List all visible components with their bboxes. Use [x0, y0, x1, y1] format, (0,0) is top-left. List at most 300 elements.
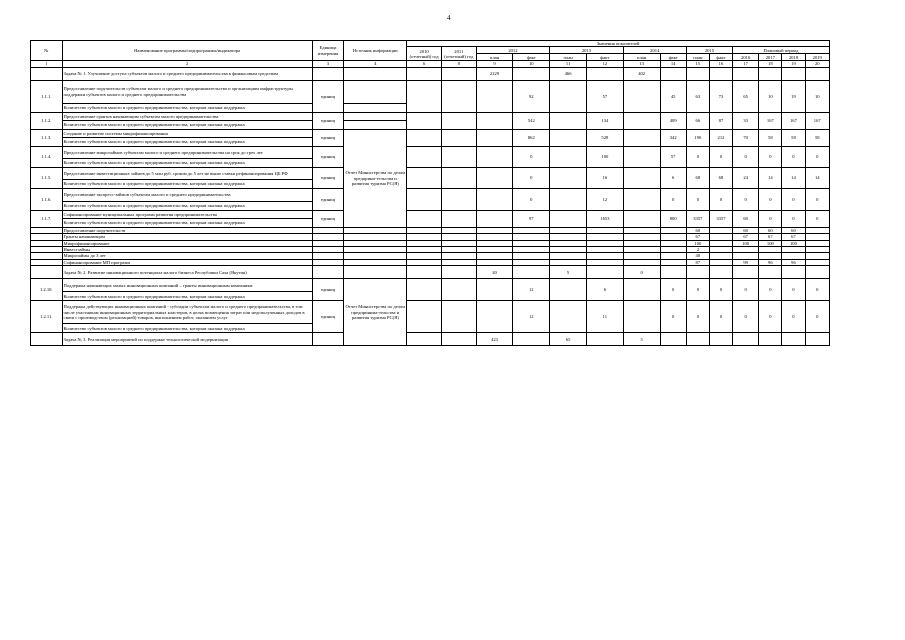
value-cell: [660, 266, 686, 279]
value-cell: [623, 167, 660, 188]
value-cell: 66: [686, 112, 709, 129]
row-source: [344, 120, 407, 129]
table-row: [31, 167, 830, 179]
value-cell: 0: [623, 266, 660, 279]
column-index: 9: [476, 61, 513, 67]
value-cell: 67: [733, 234, 759, 240]
row-number: [31, 333, 63, 346]
row-name: Поддержка начинающих малых инновационных компаний – гранты инновационным компаниям: [62, 279, 312, 292]
row-number: 1.2.11.: [31, 301, 63, 333]
value-cell: [407, 80, 442, 112]
row-unit: единиц: [312, 301, 344, 333]
table-row: [31, 301, 830, 324]
value-cell: [782, 266, 805, 279]
value-cell: 5: [623, 333, 660, 346]
value-cell: [441, 279, 476, 301]
value-cell: [660, 333, 686, 346]
value-cell: [623, 210, 660, 227]
row-unit: единиц: [312, 167, 344, 188]
value-cell: 60: [686, 227, 709, 233]
value-cell: 100: [686, 240, 709, 246]
value-cell: 40: [686, 253, 709, 259]
value-cell: [441, 188, 476, 210]
value-cell: 212: [709, 129, 732, 146]
column-index: 13: [623, 61, 660, 67]
row-name: Софинансирование МП программ: [62, 259, 312, 265]
value-cell: 0: [660, 188, 686, 210]
row-name: Предоставление поручительств: [62, 227, 312, 233]
column-index: 8: [441, 61, 476, 67]
column-index: 6: [407, 61, 442, 67]
value-cell: [407, 146, 442, 167]
row-number: 1.1.6.: [31, 188, 63, 210]
value-cell: 68: [709, 167, 732, 188]
subheader-plan-2: план: [550, 54, 587, 61]
value-cell: 542: [513, 112, 550, 129]
value-cell: 342: [660, 129, 686, 146]
row-name: Количество субъектов малого и среднего предпринимательства, которым оказана поддержка: [62, 120, 312, 129]
column-index: 19: [782, 61, 805, 67]
value-cell: [782, 333, 805, 346]
value-cell: 19: [782, 80, 805, 112]
row-number: 1.2.10.: [31, 279, 63, 301]
value-cell: 58: [782, 129, 805, 146]
value-cell: 12: [586, 188, 623, 210]
value-cell: [441, 301, 476, 333]
row-source: [344, 112, 407, 120]
value-cell: 402: [623, 67, 660, 80]
value-cell: [733, 67, 759, 80]
value-cell: 2: [686, 247, 709, 253]
row-name: Гранты начинающим: [62, 234, 312, 240]
row-name: Количество субъектов малого и среднего предпринимательства, которым оказана поддержка: [62, 103, 312, 112]
value-cell: [709, 67, 732, 80]
value-cell: [441, 167, 476, 188]
value-cell: [623, 188, 660, 210]
value-cell: 0: [660, 279, 686, 301]
value-cell: 167: [805, 112, 830, 129]
value-cell: 3357: [709, 210, 732, 227]
value-cell: [550, 146, 587, 167]
value-cell: [733, 333, 759, 346]
row-name: Микрозаймы до 3 лет: [62, 253, 312, 259]
table-row: [31, 333, 830, 346]
row-number: 1.1.2.: [31, 112, 63, 129]
value-cell: 65: [733, 80, 759, 112]
value-cell: 0: [686, 188, 709, 210]
value-cell: 0: [782, 146, 805, 167]
value-cell: 0: [759, 210, 782, 227]
value-cell: 97: [513, 210, 550, 227]
row-unit: единиц: [312, 279, 344, 301]
value-cell: 99: [733, 259, 759, 265]
value-cell: 0: [782, 279, 805, 301]
row-number: [31, 67, 63, 80]
value-cell: [805, 67, 830, 80]
value-cell: 10: [805, 80, 830, 112]
value-cell: 0: [733, 146, 759, 167]
table-row: [31, 188, 830, 201]
value-cell: 409: [660, 112, 686, 129]
value-cell: [686, 266, 709, 279]
row-unit: единиц: [312, 129, 344, 146]
row-name: Предоставление поручительств субъектам малого и среднего предпринимательства и организациям инфраструктуры поддержки субъектов малого и среднего предпринимательства: [62, 80, 312, 103]
value-cell: [550, 167, 587, 188]
column-index: 2: [62, 61, 312, 67]
value-cell: 0: [805, 279, 830, 301]
value-cell: [476, 279, 513, 301]
value-cell: [441, 80, 476, 112]
row-name: Предоставление грантов начинающим субъектам малого предпринимательства: [62, 112, 312, 120]
header-num: №: [31, 41, 63, 61]
row-number: 1.1.1.: [31, 80, 63, 112]
row-name: Создание и развитие системы микрофинансирования: [62, 129, 312, 137]
row-name: Количество субъектов малого и среднего предпринимательства, которым оказана поддержка: [62, 201, 312, 210]
value-cell: [513, 67, 550, 80]
value-cell: [476, 301, 513, 333]
value-cell: 45: [660, 80, 686, 112]
value-cell: 0: [513, 146, 550, 167]
value-cell: 190: [686, 129, 709, 146]
value-cell: 100: [759, 240, 782, 246]
value-cell: [623, 146, 660, 167]
subheader-fact-3: факт: [586, 54, 623, 61]
value-cell: 14: [805, 167, 830, 188]
value-cell: 0: [805, 301, 830, 333]
header-values: Значения показателей: [407, 41, 830, 47]
indicators-table: [30, 40, 830, 346]
value-cell: [550, 129, 587, 146]
value-cell: 10: [759, 80, 782, 112]
value-cell: [759, 266, 782, 279]
value-cell: 3357: [686, 210, 709, 227]
value-cell: 57: [660, 146, 686, 167]
value-cell: 0: [733, 279, 759, 301]
value-cell: 528: [586, 129, 623, 146]
column-index: 3: [312, 61, 344, 67]
value-cell: 5: [550, 266, 587, 279]
column-index: 18: [759, 61, 782, 67]
value-cell: [476, 80, 513, 112]
value-cell: 862: [513, 129, 550, 146]
subheader-y2019-11: 2019: [805, 54, 830, 61]
header-y2013: 2013: [550, 47, 624, 54]
value-cell: [476, 167, 513, 188]
value-cell: [476, 188, 513, 210]
header-y2015: 2015: [686, 47, 732, 54]
subheader-plan-4: план: [623, 54, 660, 61]
row-number: 1.1.4.: [31, 146, 63, 167]
value-cell: [441, 112, 476, 129]
value-cell: [805, 266, 830, 279]
value-cell: [623, 129, 660, 146]
column-index: 4: [344, 61, 407, 67]
value-cell: [407, 210, 442, 227]
value-cell: 0: [805, 188, 830, 210]
value-cell: [441, 266, 476, 279]
row-unit: [312, 333, 344, 346]
row-name: Задача № 3. Реализация мероприятий по поддержке технологической модернизации: [62, 333, 312, 346]
value-cell: 0: [660, 301, 686, 333]
row-name: Задача № 1. Улучшение доступа субъектов малого и среднего предпринимательства к финансовым средствам: [62, 67, 312, 80]
value-cell: 167: [782, 112, 805, 129]
value-cell: 0: [709, 301, 732, 333]
row-name: Количество субъектов малого и среднего предпринимательства, которым оказана поддержка: [62, 292, 312, 301]
subheader-fact-7: факт: [709, 54, 732, 61]
value-cell: 60: [733, 210, 759, 227]
column-index: 12: [586, 61, 623, 67]
header-unit: Единица измерения: [312, 41, 344, 61]
row-number: 1.1.7.: [31, 210, 63, 227]
value-cell: [550, 80, 587, 112]
value-cell: 14: [782, 167, 805, 188]
value-cell: 24: [733, 167, 759, 188]
header-y2014: 2014: [623, 47, 686, 54]
value-cell: [550, 301, 587, 333]
value-cell: [550, 188, 587, 210]
subheader-plan-6: план: [686, 54, 709, 61]
value-cell: [733, 266, 759, 279]
value-cell: 67: [759, 234, 782, 240]
value-cell: [441, 146, 476, 167]
row-name: Предоставление микрозаймов субъектам малого и среднего предпринимательства на срок до трех лет: [62, 146, 312, 158]
value-cell: 58: [805, 129, 830, 146]
value-cell: 0: [759, 301, 782, 333]
value-cell: 70: [733, 129, 759, 146]
value-cell: 100: [586, 146, 623, 167]
value-cell: 0: [709, 146, 732, 167]
page-number: 4: [447, 14, 451, 22]
value-cell: 63: [686, 80, 709, 112]
row-source: Отчет Министерства по делам предпринима-тельства и развития туризма РС(Я): [344, 279, 407, 346]
table-row: [31, 210, 830, 218]
value-cell: [623, 80, 660, 112]
row-name: Количество субъектов малого и среднего предпринимательства, которым оказана поддержка: [62, 218, 312, 227]
value-cell: 0: [709, 279, 732, 301]
value-cell: 167: [759, 112, 782, 129]
value-cell: 0: [733, 188, 759, 210]
row-source: Отчет Министерства по делам предприни-тельства и развития туризма РС(Я): [344, 129, 407, 227]
value-cell: [550, 279, 587, 301]
subheader-fact-1: факт: [513, 54, 550, 61]
value-cell: [441, 67, 476, 80]
value-cell: [623, 112, 660, 129]
value-cell: [407, 112, 442, 129]
value-cell: 60: [733, 227, 759, 233]
value-cell: 423: [476, 333, 513, 346]
row-unit: единиц: [312, 80, 344, 112]
row-source: [344, 103, 407, 112]
value-cell: [407, 333, 442, 346]
header-y2012: 2012: [476, 47, 550, 54]
row-number: [31, 266, 63, 279]
value-cell: [513, 266, 550, 279]
row-name: Предоставление инвестиционных займов до 5 млн руб. сроком до 5 лет не выше ставки рефинансирования ЦБ РФ: [62, 167, 312, 179]
row-name: Задача № 2. Развитие инновационного потенциала малого бизнеса Республики Саха (Якутия): [62, 266, 312, 279]
value-cell: 11: [586, 301, 623, 333]
row-number: 1.1.5.: [31, 167, 63, 188]
row-source: [344, 67, 407, 80]
header-source: Источник информации: [344, 41, 407, 61]
value-cell: [550, 112, 587, 129]
header-y2011: 2011 (отчетный) год: [441, 47, 476, 61]
column-index: 20: [805, 61, 830, 67]
subheader-y2016-8: 2016: [733, 54, 759, 61]
value-cell: 0: [759, 146, 782, 167]
value-cell: [623, 301, 660, 333]
row-name: Количество субъектов малого и среднего предпринимательства, которым оказана поддержка: [62, 137, 312, 146]
value-cell: [476, 112, 513, 129]
value-cell: 57: [586, 80, 623, 112]
value-cell: [759, 333, 782, 346]
row-unit: единиц: [312, 146, 344, 167]
value-cell: 60: [782, 227, 805, 233]
row-name: Количество субъектов малого и среднего предпринимательства, которым оказана поддержка: [62, 324, 312, 333]
value-cell: 0: [782, 210, 805, 227]
value-cell: [407, 279, 442, 301]
header-plan-period: Плановый период: [733, 47, 830, 54]
subheader-y2017-9: 2017: [759, 54, 782, 61]
value-cell: [709, 333, 732, 346]
subheader-y2018-10: 2018: [782, 54, 805, 61]
value-cell: 1653: [586, 210, 623, 227]
row-unit: единиц: [312, 188, 344, 210]
value-cell: 0: [686, 146, 709, 167]
value-cell: [407, 67, 442, 80]
value-cell: 0: [759, 279, 782, 301]
value-cell: 87: [686, 259, 709, 265]
row-unit: [312, 67, 344, 80]
value-cell: 100: [782, 240, 805, 246]
value-cell: 87: [709, 112, 732, 129]
value-cell: [686, 67, 709, 80]
value-cell: [441, 129, 476, 146]
column-index: 1: [31, 61, 63, 67]
value-cell: [407, 167, 442, 188]
value-cell: [586, 333, 623, 346]
value-cell: [550, 210, 587, 227]
value-cell: 68: [686, 167, 709, 188]
value-cell: [407, 188, 442, 210]
value-cell: [586, 67, 623, 80]
value-cell: [476, 146, 513, 167]
row-name: Количество субъектов малого и среднего предпринимательства, которым оказана поддержка: [62, 158, 312, 167]
row-unit: единиц: [312, 112, 344, 129]
value-cell: [782, 67, 805, 80]
value-cell: 6: [660, 167, 686, 188]
table-row: [31, 67, 830, 80]
table-row: [31, 266, 830, 279]
row-source: [344, 266, 407, 279]
header-name: Наименование программы/подпрограммы/индикатора: [62, 41, 312, 61]
value-cell: 92: [513, 80, 550, 112]
row-name: Количество субъектов малого и среднего предпринимательства, которым оказана поддержка: [62, 179, 312, 188]
value-cell: 134: [586, 112, 623, 129]
column-index: 16: [709, 61, 732, 67]
table-row: [31, 146, 830, 158]
value-cell: [805, 333, 830, 346]
value-cell: 58: [759, 129, 782, 146]
value-cell: 20: [476, 266, 513, 279]
subheader-fact-5: факт: [660, 54, 686, 61]
column-index: 10: [513, 61, 550, 67]
row-name: Поддержка действующих инновационных компаний - субсидии субъектам малого и среднего предпринимательства, в том числе участникам инновационных территориальных кластеров, в целях возмещения затрат или недополученных доходов в связи с производством (реализацией) товаров, выполнением работ, оказанием услуг: [62, 301, 312, 324]
table-row: [31, 112, 830, 120]
value-cell: [476, 129, 513, 146]
row-name: Предоставление экспресс-займов субъектам малого и среднего предпринимательства: [62, 188, 312, 201]
row-name: Инвестзаймы: [62, 247, 312, 253]
value-cell: [759, 67, 782, 80]
value-cell: [660, 67, 686, 80]
value-cell: 96: [782, 259, 805, 265]
value-cell: 0: [686, 279, 709, 301]
value-cell: [407, 266, 442, 279]
column-index: 14: [660, 61, 686, 67]
column-index: 17: [733, 61, 759, 67]
value-cell: [686, 333, 709, 346]
value-cell: 0: [805, 146, 830, 167]
row-unit: единиц: [312, 210, 344, 227]
row-name: Микрофинансирование: [62, 240, 312, 246]
value-cell: 73: [709, 80, 732, 112]
value-cell: [586, 266, 623, 279]
value-cell: 0: [759, 188, 782, 210]
subheader-plan-0: план: [476, 54, 513, 61]
value-cell: 33: [733, 112, 759, 129]
value-cell: 60: [759, 227, 782, 233]
value-cell: 12: [513, 279, 550, 301]
value-cell: 67: [686, 234, 709, 240]
table-row: [31, 279, 830, 292]
value-cell: 0: [805, 210, 830, 227]
value-cell: [407, 129, 442, 146]
value-cell: 466: [550, 67, 587, 80]
value-cell: 67: [782, 234, 805, 240]
value-cell: 0: [733, 301, 759, 333]
row-number: 1.1.3.: [31, 129, 63, 146]
value-cell: [407, 301, 442, 333]
table-row: [31, 80, 830, 103]
column-index: 15: [686, 61, 709, 67]
value-cell: 12: [513, 301, 550, 333]
value-cell: 0: [513, 188, 550, 210]
value-cell: 65: [550, 333, 587, 346]
value-cell: [513, 333, 550, 346]
value-cell: 100: [733, 240, 759, 246]
value-cell: [441, 333, 476, 346]
value-cell: 0: [686, 301, 709, 333]
value-cell: [623, 279, 660, 301]
column-index: 11: [550, 61, 587, 67]
value-cell: 0: [782, 301, 805, 333]
row-name: Софинансирование муниципальных программ развития предпринимательства: [62, 210, 312, 218]
value-cell: 6: [586, 279, 623, 301]
value-cell: 16: [586, 167, 623, 188]
row-source: [344, 80, 407, 103]
row-unit: [312, 266, 344, 279]
table-row: [31, 129, 830, 137]
header-y2010: 2010 (отчетный) год: [407, 47, 442, 61]
value-cell: 0: [513, 167, 550, 188]
value-cell: 2229: [476, 67, 513, 80]
value-cell: [476, 210, 513, 227]
value-cell: 0: [709, 188, 732, 210]
value-cell: [709, 266, 732, 279]
value-cell: 0: [782, 188, 805, 210]
value-cell: 14: [759, 167, 782, 188]
value-cell: 96: [759, 259, 782, 265]
value-cell: 800: [660, 210, 686, 227]
